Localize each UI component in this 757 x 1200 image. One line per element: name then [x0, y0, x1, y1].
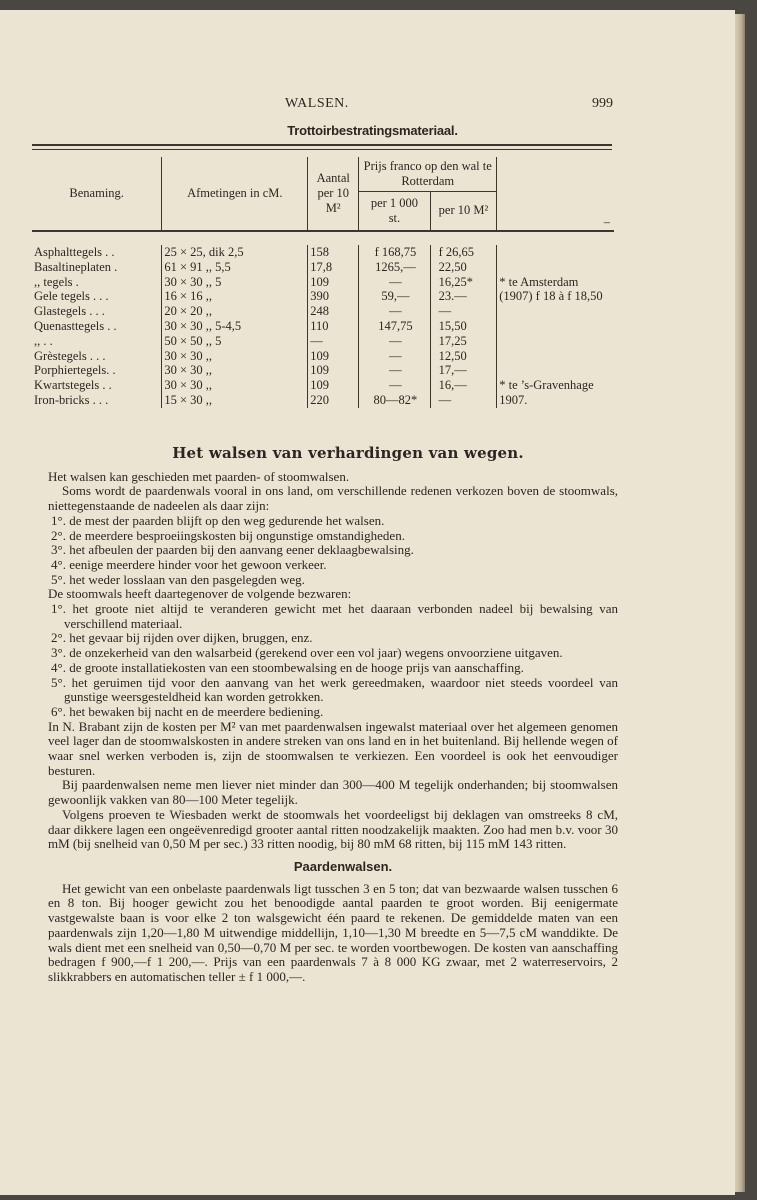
cell-per1000: f 168,75 [359, 245, 430, 260]
disadvantages-list [48, 602, 618, 720]
cell-per10: — [430, 393, 497, 408]
table-row [32, 304, 614, 319]
cell-per10: 23.— [430, 289, 497, 304]
cell-benaming: Grèstegels . . . [34, 348, 106, 363]
cell-note [497, 319, 614, 334]
col-header-extra: – [497, 157, 614, 231]
cell-benaming: Glastegels . . . [34, 304, 105, 319]
cell-note [497, 260, 614, 275]
cell-afmetingen: 16 × 16 ,, [162, 289, 308, 304]
cell-benaming: Porphiertegels. . [34, 363, 116, 378]
table-row [32, 275, 614, 290]
section-heading-paardenwalsen: Paardenwalsen. [293, 858, 393, 874]
book-page [0, 10, 735, 1195]
cell-note [497, 245, 614, 260]
cell-per1000: 59,— [359, 289, 430, 304]
cell-per10: 17,25 [430, 334, 497, 349]
cell-note [497, 363, 614, 378]
cell-benaming: ,, . . [34, 333, 53, 348]
cell-aantal: 109 [308, 363, 359, 378]
list-item: 3°. het afbeulen der paarden bij den aanvang eener deklaagbewalsing. [51, 542, 414, 558]
materials-table [32, 157, 614, 408]
table-row [32, 319, 614, 334]
cell-aantal: 158 [308, 245, 359, 260]
cell-benaming: Basaltineplaten . [34, 259, 118, 274]
cell-per10: 17,— [430, 363, 497, 378]
list-item: 1°. de mest der paarden blijft op den weg gedurende het walsen. [51, 512, 385, 528]
cell-afmetingen: 61 × 91 ,, 5,5 [162, 260, 308, 275]
section-heading-walsen: Het walsen van verhardingen van wegen. [172, 444, 524, 462]
cell-per1000: — [359, 378, 430, 393]
cell-note [497, 349, 614, 364]
col-header-per1000: per 1 000 st. [359, 191, 430, 231]
cell-aantal: 109 [308, 378, 359, 393]
paragraph: Bij paardenwalsen neme men liever niet minder dan 300—400 M tegelijk onderhanden; bij stoomwalsen gewoonlijk vakken van 80—100 Meter tegelijk. [48, 777, 618, 808]
list-item: 3°. de onzekerheid van den walsarbeid (gerekend over een vol jaar) wegens onvoorziene uitgaven. [51, 645, 563, 661]
cell-afmetingen: 30 × 30 ,, [162, 363, 308, 378]
cell-note: * te Amsterdam [497, 275, 614, 290]
main-text [48, 446, 618, 985]
cell-per1000: 1265,— [359, 260, 430, 275]
paragraph: Het gewicht van een onbelaste paardenwals ligt tusschen 3 en 5 ton; dat van bezwaarde walsen tusschen 6 en 8 ton. Bij hooger gewicht zou het benoodigde aantal paarden te groot worden. Bij eenigermate vastgewalste baan is voor elke 2 ton walsgewicht één paard te rekenen. De gemiddelde maten van een paardenwals zijn 1,20—1,80 M uitwendige middellijn, 1,10—1,30 M breedte en 5—7,5 cM wanddikte. De wals dient met een snelheid van 0,50—0,70 M per sec. te worden voortbewogen. De kosten van aanschaffing bedragen f 900,—f 1 200,—. Prijs van een paardenwals 7 à 8 000 KG zwaar, met 2 waterreservoirs, 2 slikkrabbers en automatischen teller ± f 1 000,—. [48, 880, 618, 984]
table-row [32, 334, 614, 349]
cell-note: 1907. [497, 393, 614, 408]
cell-aantal: 17,8 [308, 260, 359, 275]
cell-aantal: — [308, 334, 359, 349]
col-header-per10: per 10 M² [430, 191, 497, 231]
cell-note: * te ’s-Gravenhage [497, 378, 614, 393]
page-edge [735, 14, 745, 1192]
cell-note [497, 304, 614, 319]
cell-afmetingen: 15 × 30 ,, [162, 393, 308, 408]
cell-per1000: 80—82* [359, 393, 430, 408]
paragraph: Volgens proeven te Wiesbaden werkt de stoomwals het voordeeligst bij deklagen van omstreeks 8 cM, daar dikkere lagen een ongeëvenredigd grooter aantal ritten noodzakelijk maakten. Zoo had men b.v. voor 30 mM (bij snelheid van 0,50 M per sec.) 33 ritten noodig, bij 80 mM 68 ritten, bij 115 mM 143 ritten. [48, 806, 618, 852]
running-title: WALSEN. [285, 96, 349, 111]
cell-aantal: 220 [308, 393, 359, 408]
cell-per10: 12,50 [430, 349, 497, 364]
cell-benaming: Iron-bricks . . . [34, 392, 109, 407]
cell-per10: — [430, 304, 497, 319]
list-item: 4°. de groote installatiekosten van een stoombewalsing en de hooge prijs van aanschaffing. [51, 659, 524, 675]
table-row [32, 393, 614, 408]
list-item: 6°. het bewaken bij nacht en de meerdere bediening. [51, 703, 324, 719]
cell-afmetingen: 20 × 20 ,, [162, 304, 308, 319]
table-row [32, 260, 614, 275]
cell-per10: 16,25* [430, 275, 497, 290]
running-header [0, 96, 735, 116]
cell-afmetingen: 30 × 30 ,, 5-4,5 [162, 319, 308, 334]
table-row [32, 349, 614, 364]
cell-note [497, 334, 614, 349]
list-item: 2°. de meerdere besproeiingskosten bij ongunstige omstandigheden. [51, 527, 405, 543]
col-header-prijs: Prijs franco op den wal te Rotterdam [359, 157, 497, 191]
table-top-rule-thin [32, 149, 612, 150]
cell-benaming: Kwartstegels . . [34, 378, 112, 393]
cell-per1000: — [359, 275, 430, 290]
table-row [32, 245, 614, 260]
cell-aantal: 110 [308, 319, 359, 334]
cell-aantal: 109 [308, 349, 359, 364]
list-item: 5°. het geruimen tijd voor den aanvang van het werk gereedmaken, waardoor niet steeds voordeel van gunstige weersgesteldheid kan worden getrokken. [51, 674, 618, 705]
paragraph: Het walsen kan geschieden met paarden- of stoomwalsen. [48, 468, 350, 484]
cell-afmetingen: 30 × 30 ,, [162, 378, 308, 393]
cell-per10: 15,50 [430, 319, 497, 334]
list-item: 5°. het weder losslaan van den pasgelegden weg. [51, 571, 305, 587]
cell-aantal: 248 [308, 304, 359, 319]
cell-benaming: Gele tegels . . . [34, 289, 109, 304]
cell-per1000: — [359, 304, 430, 319]
col-header-afmetingen: Afmetingen in cM. [162, 157, 308, 231]
table-row [32, 289, 614, 304]
cell-benaming: Quenasttegels . . [34, 318, 117, 333]
cell-benaming: ,, tegels . [34, 274, 79, 289]
cell-aantal: 109 [308, 275, 359, 290]
table-title: Trottoirbestratingsmateriaal. [287, 123, 458, 138]
cell-per10: 16,— [430, 378, 497, 393]
cell-per1000: — [359, 334, 430, 349]
paragraph: De stoomwals heeft daartegenover de volgende bezwaren: [48, 586, 352, 602]
col-header-benaming: Benaming. [69, 186, 124, 201]
list-item: 4°. eenige meerdere hinder voor het gewoon verkeer. [51, 556, 327, 572]
cell-note: (1907) f 18 à f 18,50 [497, 289, 614, 304]
cell-per1000: 147,75 [359, 319, 430, 334]
col-header-aantal: Aantal per 10 M² [308, 157, 359, 231]
cell-per1000: — [359, 363, 430, 378]
cell-per1000: — [359, 349, 430, 364]
paragraph: In N. Brabant zijn de kosten per M² van met paardenwalsen ingewalst materiaal over het algemeen genomen veel lager dan de stoomwalskosten in andere streken van ons land en in het buitenland. Bij hellende wegen of waar snel werken verboden is, zijn de stoomwalsen te verkiezen. Een voordeel is ook het eenvoudiger besturen. [48, 718, 618, 778]
paragraph: Soms wordt de paardenwals vooral in ons land, om verschillende redenen verkozen boven de stoomwals, niettegenstaande de nadeelen als daar zijn: [48, 483, 618, 514]
cell-per10: 22,50 [430, 260, 497, 275]
list-item: 2°. het gevaar bij rijden over dijken, bruggen, enz. [51, 630, 313, 646]
advantages-list [48, 514, 618, 588]
cell-afmetingen: 25 × 25, dik 2,5 [162, 245, 308, 260]
table-top-rule [32, 144, 612, 146]
cell-per10: f 26,65 [430, 245, 497, 260]
list-item: 1°. het groote niet altijd te veranderen gewicht met het daaraan verbonden nadeel bij bewalsing van verschillend materiaal. [51, 601, 618, 631]
page-number: 999 [592, 96, 613, 111]
cell-afmetingen: 30 × 30 ,, 5 [162, 275, 308, 290]
cell-afmetingen: 50 × 50 ,, 5 [162, 334, 308, 349]
table-row [32, 378, 614, 393]
table-row [32, 363, 614, 378]
cell-aantal: 390 [308, 289, 359, 304]
cell-benaming: Asphalttegels . . [34, 245, 115, 259]
cell-afmetingen: 30 × 30 ,, [162, 349, 308, 364]
